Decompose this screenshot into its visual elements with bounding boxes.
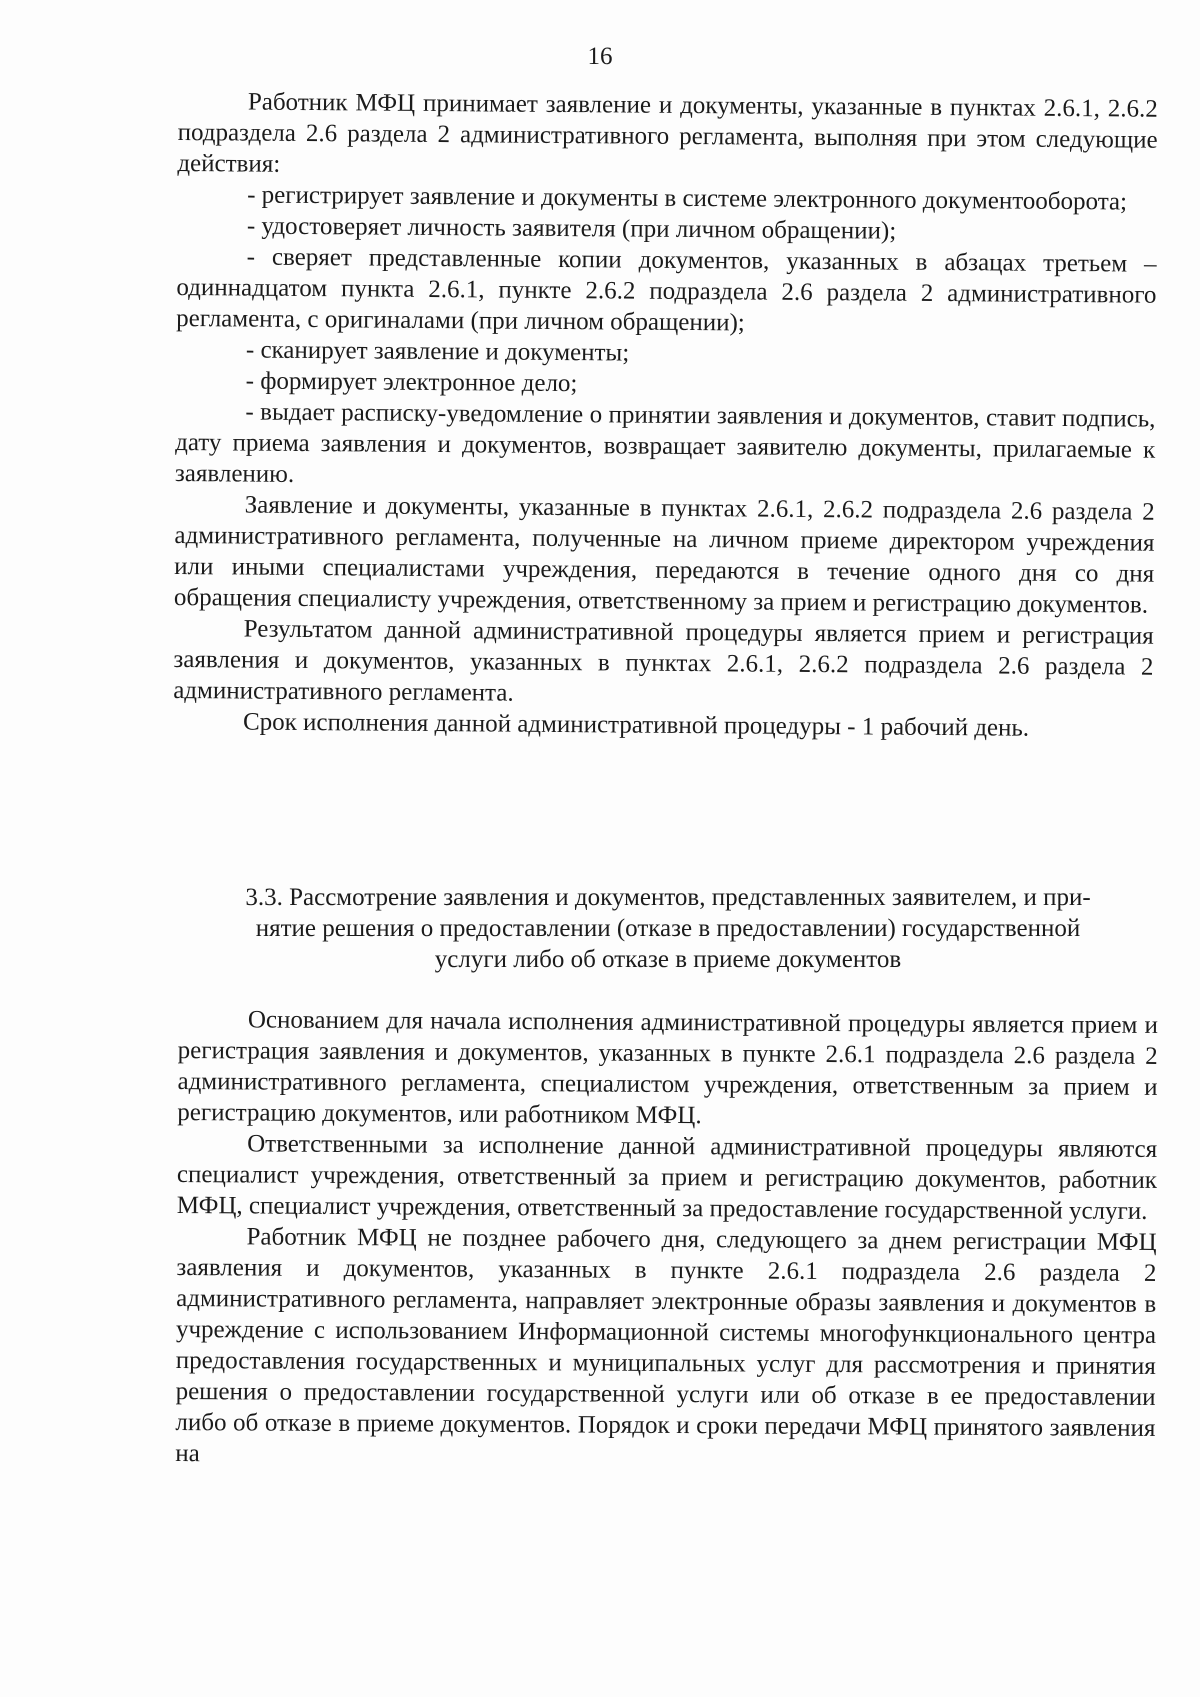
heading-line-2: нятие решения о предоставлении (отказе в предоставлении) государственной: [255, 915, 1081, 942]
list-item-issue-receipt: - выдает расписку-уведомление о принятии заявления и документов, ставит подпись, дату приема заявления и документов, возвращает заявителю документы, прилагаемые к заявлению.: [174, 398, 1156, 488]
section-3-3-body: [175, 1004, 1158, 1475]
list-item-verify-identity: - удостоверяет личность заявителя (при личном обращении);: [246, 212, 897, 245]
paragraph-procedure-result: Результатом данной административной процедуры является прием и регистрация заявления и документов, указанных в пунктах 2.6.1, 2.6.2 подраздела 2.6 раздела 2 административного регламента.: [173, 615, 1154, 707]
page-number: 16: [587, 43, 613, 70]
list-item-register: - регистрирует заявление и документы в системе электронного документооборота;: [247, 181, 1128, 216]
list-item-form-file: - формирует электронное дело;: [245, 367, 578, 398]
list-item-compare-copies: - сверяет представленные копии документов, указанных в абзацах третьем – одиннадцатом пункта 2.6.1, пункте 2.6.2 подраздела 2.6 раздела 2 административного регламента, с оригиналами (при личном обращении);: [176, 243, 1157, 337]
section-procedure-mfc-intake: [173, 86, 1158, 745]
heading-line-1: 3.3. Рассмотрение заявления и документов, представленных заявителем, и при-: [245, 884, 1091, 911]
paragraph-mfc-transfer: Работник МФЦ не позднее рабочего дня, следующего за днем регистрации МФЦ заявления и документов, указанных в пункте 2.6.1 подраздела 2.6 раздела 2 административного регламента, направляет электронные образы заявления и документов в учреждение с использованием Информационной системы многофункционального центра предоставления государственных и муниципальных услуг для рассмотрения и принятия решения о предоставлении государственной услуги или об отказе в ее предоставлении либо об отказе в приеме документов. Порядок и сроки передачи МФЦ принятого заявления на: [175, 1223, 1157, 1468]
paragraph-transfer-documents: Заявление и документы, указанные в пунктах 2.6.1, 2.6.2 подраздела 2.6 раздела 2 административного регламента, полученные на личном приеме директором учреждения или иными специалистами учреждения, передаются в течение одного дня со дня обращения специалисту учреждения, ответственному за прием и регистрацию документов.: [173, 491, 1155, 619]
paragraph-procedure-basis: Основанием для начала исполнения административной процедуры является прием и регистрация заявления и документов, указанных в пункте 2.6.1 подраздела 2.6 раздела 2 административного регламента, специалистом учреждения, ответственным за прием и регистрацию документов, или работником МФЦ.: [177, 1006, 1158, 1130]
heading-line-3: услуги либо об отказе в приеме документов: [434, 946, 902, 973]
paragraph-responsible-persons: Ответственными за исполнение данной административной процедуры являются специалист учреждения, ответственный за прием и регистрацию документов, работник МФЦ, специалист учреждения, ответственный за предоставление государственной услуги.: [176, 1130, 1158, 1225]
section-heading-3-3: [178, 882, 1158, 975]
paragraph-mfc-intake-intro: Работник МФЦ принимает заявление и документы, указанные в пунктах 2.6.1, 2.6.2 подраздела 2.6 раздела 2 административного регламента, выполняя при этом следующие действия:: [177, 88, 1158, 178]
list-item-scan: - сканирует заявление и документы;: [245, 336, 630, 367]
paragraph-procedure-term: Срок исполнения данной административной процедуры - 1 рабочий день.: [242, 708, 1030, 742]
